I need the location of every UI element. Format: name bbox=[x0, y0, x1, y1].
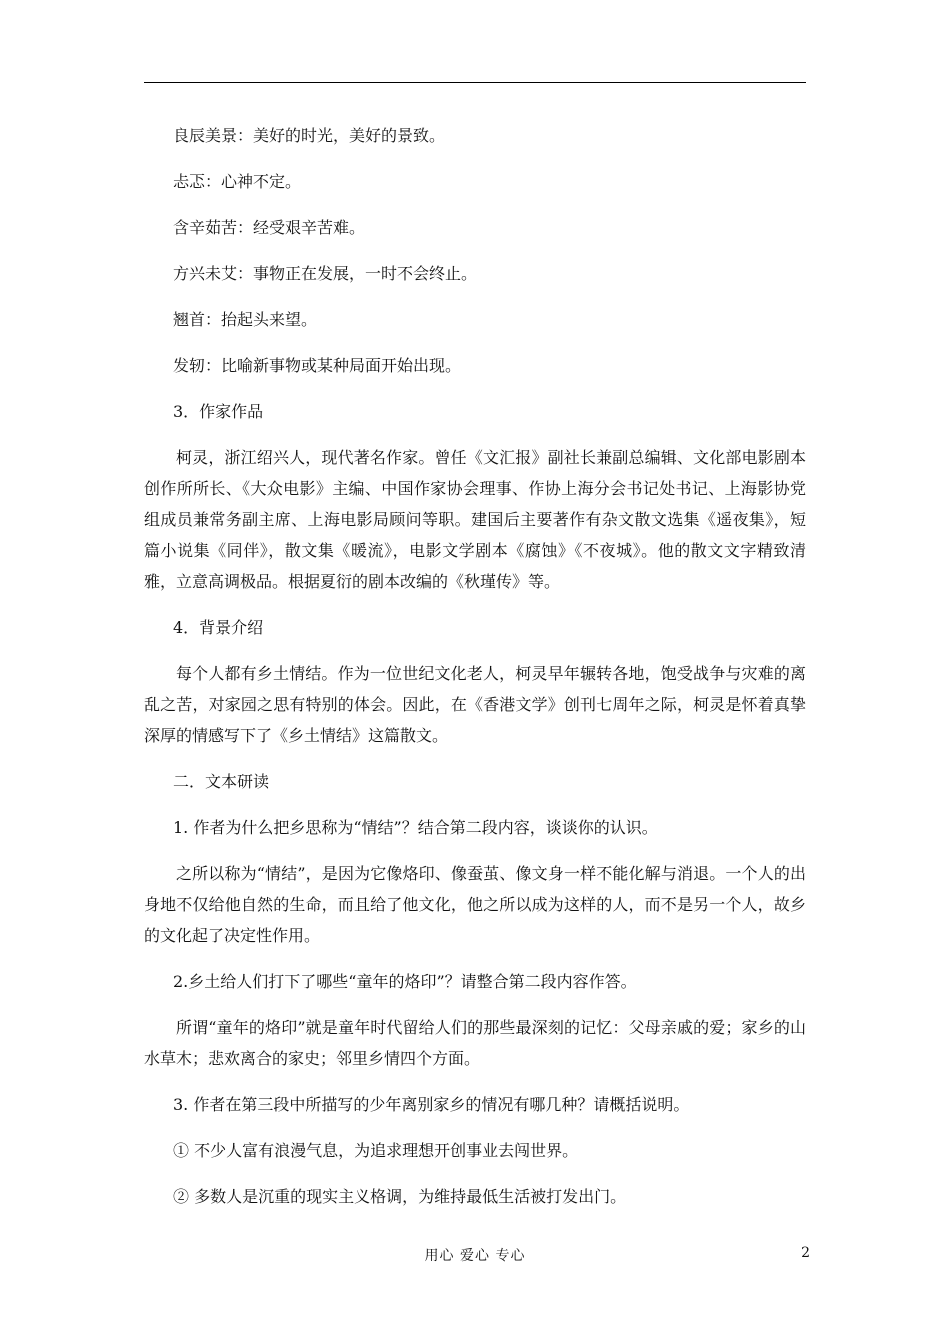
document-body bbox=[144, 120, 806, 1227]
section-heading-text-study: 二．文本研读 bbox=[173, 772, 270, 791]
section-heading-background: 4．背景介绍 bbox=[173, 618, 264, 637]
background-paragraph: 每个人都有乡土情结。作为一位世纪文化老人，柯灵早年辗转各地，饱受战争与灾难的离乱之苦，对家园之思有特别的体会。因此，在《香港文学》创刊七周年之际，柯灵是怀着真挚深厚的情感写下了《乡土情结》这篇散文。 bbox=[144, 664, 806, 745]
header-rule bbox=[144, 82, 806, 83]
vocab-line-hanxin: 含辛茹苦：经受艰辛苦难。 bbox=[173, 218, 366, 237]
answer-3-item-1: ① 不少人富有浪漫气息，为追求理想开创事业去闯世界。 bbox=[173, 1141, 579, 1160]
vocab-line-tante: 忐忑：心神不定。 bbox=[173, 172, 302, 191]
footer-motto: 用心 爱心 专心 bbox=[424, 1248, 526, 1264]
vocab-line-faren: 发轫：比喻新事物或某种局面开始出现。 bbox=[173, 356, 462, 375]
question-1: 1. 作者为什么把乡思称为“情结”？结合第二段内容，谈谈你的认识。 bbox=[173, 818, 658, 837]
question-3: 3. 作者在第三段中所描写的少年离别家乡的情况有哪几种？请概括说明。 bbox=[173, 1095, 690, 1114]
page-number: 2 bbox=[801, 1245, 810, 1261]
section-heading-author: 3．作家作品 bbox=[173, 402, 264, 421]
answer-3-item-2: ② 多数人是沉重的现实主义格调，为维持最低生活被打发出门。 bbox=[173, 1187, 627, 1206]
author-paragraph: 柯灵，浙江绍兴人，现代著名作家。曾任《文汇报》副社长兼副总编辑、文化部电影剧本创作所所长、《大众电影》主编、中国作家协会理事、作协上海分会书记处书记、上海影协党组成员兼常务副主席、上海电影局顾问等职。建国后主要著作有杂文散文选集《遥夜集》，短篇小说集《同伴》，散文集《暖流》，电影文学剧本《腐蚀》《不夜城》。他的散文文字精致清雅，立意高调极品。根据夏衍的剧本改编的《秋瑾传》等。 bbox=[144, 448, 806, 591]
answer-2: 所谓“童年的烙印”就是童年时代留给人们的那些最深刻的记忆：父母亲戚的爱；家乡的山水草木；悲欢离合的家史；邻里乡情四个方面。 bbox=[144, 1018, 806, 1068]
vocab-line-liangchen: 良辰美景：美好的时光，美好的景致。 bbox=[173, 126, 446, 145]
vocab-line-fangxing: 方兴未艾：事物正在发展，一时不会终止。 bbox=[173, 264, 478, 283]
vocab-line-qiaoshou: 翘首：抬起头来望。 bbox=[173, 310, 318, 329]
answer-1: 之所以称为“情结”，是因为它像烙印、像蚕茧、像文身一样不能化解与消退。一个人的出身地不仅给他自然的生命，而且给了他文化，他之所以成为这样的人，而不是另一个人，故乡的文化起了决定性作用。 bbox=[144, 864, 806, 945]
question-2: 2.乡土给人们打下了哪些“童年的烙印”？请整合第二段内容作答。 bbox=[173, 972, 637, 991]
